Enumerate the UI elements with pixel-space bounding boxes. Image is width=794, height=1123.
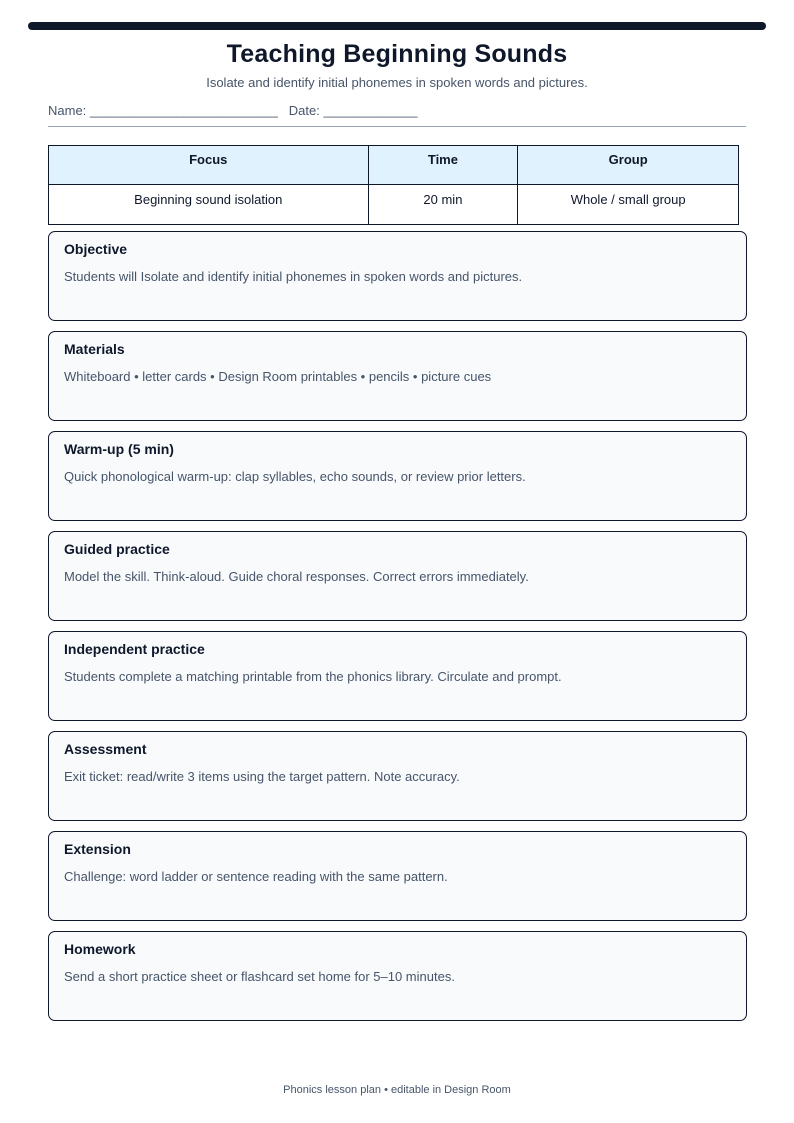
section-body: Model the skill. Think-aloud. Guide choral responses. Correct errors immediately. (64, 569, 529, 584)
header-divider (48, 126, 746, 127)
table-header-group: Group (518, 146, 739, 185)
section-independent-practice (48, 631, 747, 721)
lesson-info-table (48, 145, 739, 225)
table-cell-group: Whole / small group (518, 185, 739, 225)
section-objective (48, 231, 747, 321)
section-body: Exit ticket: read/write 3 items using the target pattern. Note accuracy. (64, 769, 460, 784)
name-blank-field[interactable]: __________________________ (89, 103, 278, 118)
date-label: Date: (288, 103, 320, 118)
section-title: Materials (64, 341, 125, 357)
page-subtitle: Isolate and identify initial phonemes in spoken words and pictures. (206, 75, 588, 90)
section-assessment (48, 731, 747, 821)
section-body: Whiteboard • letter cards • Design Room printables • pencils • picture cues (64, 369, 492, 384)
page-footer: Phonics lesson plan • editable in Design Room (283, 1084, 511, 1096)
table-header-time: Time (368, 146, 518, 185)
section-title: Guided practice (64, 541, 170, 557)
table-header-focus: Focus (49, 146, 369, 185)
section-body: Challenge: word ladder or sentence reading with the same pattern. (64, 869, 448, 884)
section-title: Assessment (64, 741, 147, 757)
section-materials (48, 331, 747, 421)
section-body: Students will Isolate and identify initial phonemes in spoken words and pictures. (64, 269, 523, 284)
lesson-sections (48, 231, 747, 1031)
name-label: Name: (48, 103, 87, 118)
table-row (49, 185, 739, 225)
top-accent-bar (28, 22, 766, 30)
section-guided-practice (48, 531, 747, 621)
section-extension (48, 831, 747, 921)
name-date-row (48, 103, 417, 118)
section-title: Homework (64, 941, 136, 957)
section-title: Independent practice (64, 641, 205, 657)
section-homework (48, 931, 747, 1021)
section-warm-up (48, 431, 747, 521)
section-title: Objective (64, 241, 128, 257)
table-header-row (49, 146, 739, 185)
page-title: Teaching Beginning Sounds (226, 40, 568, 68)
table-cell-focus: Beginning sound isolation (49, 185, 369, 225)
date-blank-field[interactable]: _____________ (323, 103, 418, 118)
section-body: Send a short practice sheet or flashcard set home for 5–10 minutes. (64, 969, 455, 984)
section-body: Quick phonological warm-up: clap syllables, echo sounds, or review prior letters. (64, 469, 526, 484)
section-title: Warm-up (5 min) (64, 441, 174, 457)
section-title: Extension (64, 841, 131, 857)
section-body: Students complete a matching printable from the phonics library. Circulate and prompt. (64, 669, 562, 684)
table-cell-time: 20 min (368, 185, 518, 225)
